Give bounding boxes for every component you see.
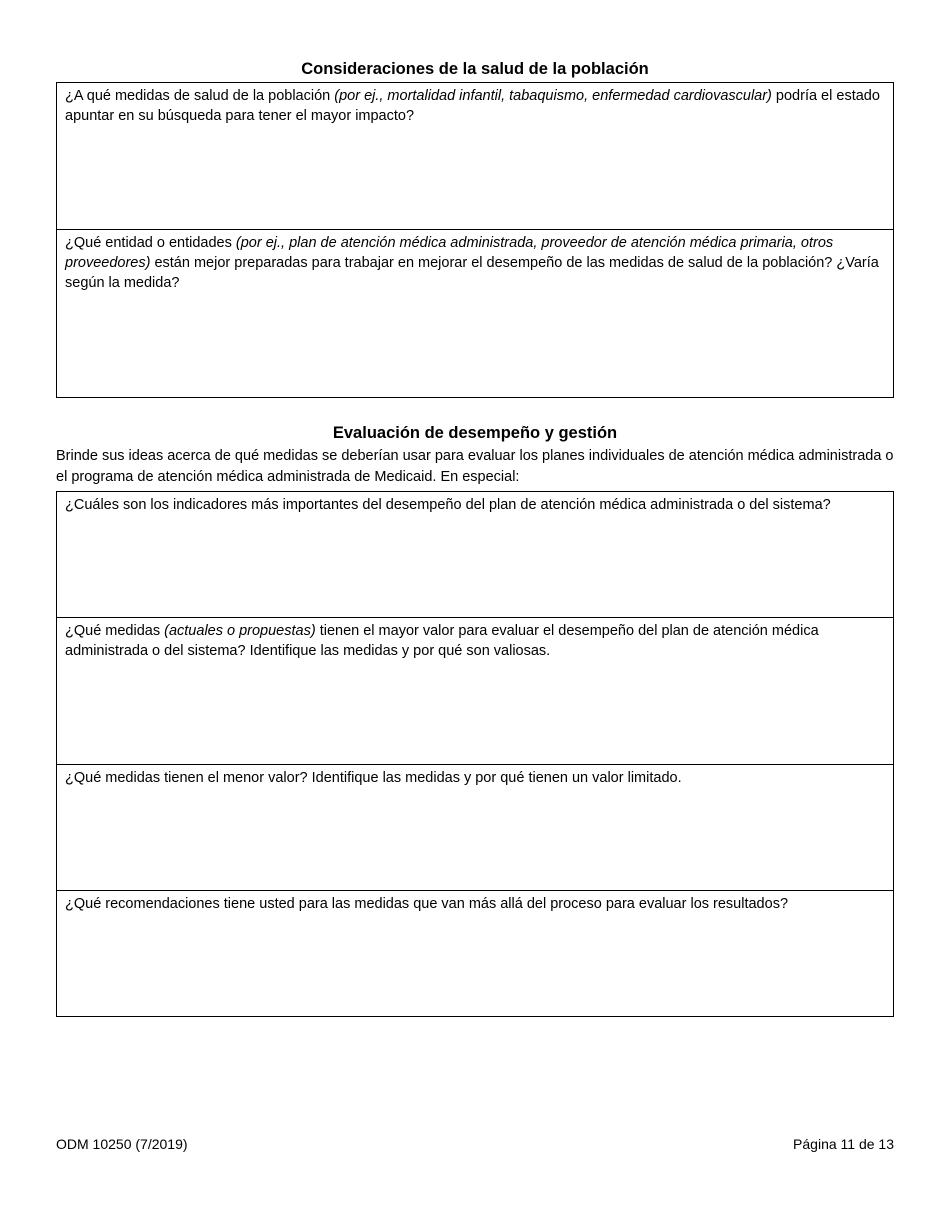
question-text: podría el estado apuntar en su búsqueda para tener el mayor impacto? [65, 88, 880, 124]
question-cell[interactable] [57, 618, 894, 765]
question-cell[interactable] [57, 83, 894, 230]
section-title-performance-evaluation: Evaluación de desempeño y gestión [332, 424, 618, 442]
question-text: ¿Qué recomendaciones tiene usted para las medidas que van más allá del proceso para evaluar los resultados? [65, 896, 789, 912]
question-text: están mejor preparadas para trabajar en mejorar el desempeño de las medidas de salud de la población? ¿Varía según la medida? [65, 255, 879, 291]
section-title-population-health: Consideraciones de la salud de la población [301, 60, 649, 78]
question-text: tienen el mayor valor para evaluar el desempeño del plan de atención médica administrada o del sistema? Identifique las medidas y por qué son valiosas. [65, 623, 819, 659]
form-id: ODM 10250 (7/2019) [56, 1136, 188, 1152]
question-text: ¿Qué entidad o entidades [65, 235, 236, 251]
question-row [57, 765, 894, 891]
question-example-text: (por ej., mortalidad infantil, tabaquismo, enfermedad cardiovascular) [334, 88, 772, 104]
question-text: ¿Qué medidas [65, 623, 165, 639]
question-example-text: (actuales o propuestas) [164, 623, 316, 639]
question-cell[interactable] [57, 891, 894, 1017]
question-text: ¿A qué medidas de salud de la población [65, 88, 335, 104]
question-text: ¿Cuáles son los indicadores más importantes del desempeño del plan de atención médica administrada o del sistema? [65, 497, 831, 513]
question-cell[interactable] [57, 230, 894, 398]
population-health-table [56, 82, 894, 398]
performance-evaluation-table [56, 491, 894, 1017]
section-intro: Brinde sus ideas acerca de qué medidas se deberían usar para evaluar los planes individuales de atención médica administrada o el programa de atención médica administrada de Medicaid. En especial: [56, 448, 894, 485]
question-text: ¿Qué medidas tienen el menor valor? Identifique las medidas y por qué tienen un valor limitado. [65, 770, 682, 786]
question-row [57, 891, 894, 1017]
question-row [57, 618, 894, 765]
question-example-text: (por ej., plan de atención médica administrada, proveedor de atención médica primaria, otros proveedores) [65, 235, 834, 271]
question-cell[interactable] [57, 765, 894, 891]
question-row [57, 83, 894, 230]
question-row [57, 230, 894, 398]
question-cell[interactable] [57, 492, 894, 618]
question-row [57, 492, 894, 618]
page-number: Página 11 de 13 [793, 1136, 894, 1152]
